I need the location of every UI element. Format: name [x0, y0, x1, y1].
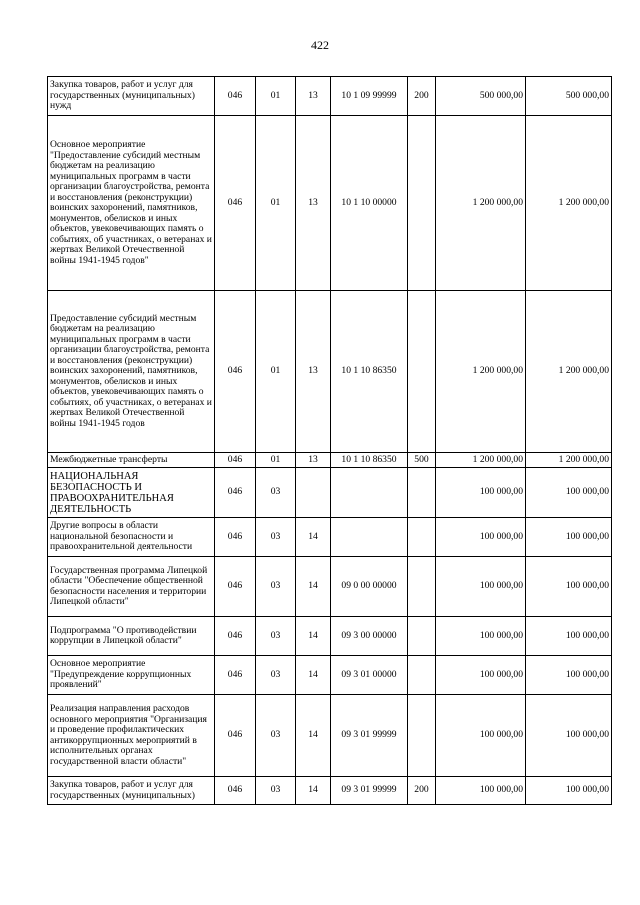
expense-type-cell: 500 [408, 453, 436, 468]
expense-type-cell [408, 116, 436, 291]
target-article-cell [331, 518, 408, 557]
amount-year2-cell: 100 000,00 [526, 617, 612, 656]
target-article-cell: 09 0 00 00000 [331, 557, 408, 617]
amount-year1-cell: 500 000,00 [436, 77, 526, 116]
table-row [48, 77, 612, 116]
amount-year2-cell: 100 000,00 [526, 468, 612, 518]
amount-year2-cell: 100 000,00 [526, 695, 612, 777]
target-article-cell: 09 3 01 00000 [331, 656, 408, 695]
table-row [48, 557, 612, 617]
amount-year2-cell: 1 200 000,00 [526, 453, 612, 468]
row-name-cell: Реализация направления расходов основного мероприятия "Организация и проведение профилактических антикоррупционных мероприятий в исполнительных органах государственной власти области" [48, 695, 215, 777]
section-code-cell: 01 [256, 116, 296, 291]
table-row [48, 291, 612, 453]
table-body [48, 77, 612, 805]
section-code-cell: 01 [256, 291, 296, 453]
ministry-code-cell: 046 [215, 116, 256, 291]
amount-year1-cell: 1 200 000,00 [436, 116, 526, 291]
table-row [48, 116, 612, 291]
expense-type-cell [408, 656, 436, 695]
row-name-cell: Основное мероприятие "Предупреждение коррупционных проявлений" [48, 656, 215, 695]
page-number: 422 [311, 38, 329, 52]
ministry-code-cell: 046 [215, 518, 256, 557]
target-article-cell: 09 3 01 99999 [331, 777, 408, 805]
section-code-cell: 01 [256, 77, 296, 116]
row-name-cell: Закупка товаров, работ и услуг для государственных (муниципальных) [48, 777, 215, 805]
subsection-code-cell: 14 [296, 777, 331, 805]
expense-type-cell: 200 [408, 77, 436, 116]
row-name-cell: Основное мероприятие "Предоставление субсидий местным бюджетам на реализацию муниципальных программ в части организации благоустройства, ремонта и восстановления (реконструкции) воинских захоронений, памятников, монументов, обелисков и иных объектов, увековечивающих память о событиях, об участниках, о ветеранах и жертвах Великой Отечественной войны 1941-1945 годов" [48, 116, 215, 291]
ministry-code-cell: 046 [215, 777, 256, 805]
ministry-code-cell: 046 [215, 77, 256, 116]
expense-type-cell [408, 468, 436, 518]
amount-year2-cell: 500 000,00 [526, 77, 612, 116]
amount-year1-cell: 100 000,00 [436, 518, 526, 557]
ministry-code-cell: 046 [215, 468, 256, 518]
target-article-cell: 10 1 10 86350 [331, 291, 408, 453]
subsection-code-cell: 14 [296, 695, 331, 777]
subsection-code-cell: 13 [296, 453, 331, 468]
amount-year2-cell: 1 200 000,00 [526, 291, 612, 453]
table-row [48, 777, 612, 805]
amount-year1-cell: 100 000,00 [436, 777, 526, 805]
subsection-code-cell: 14 [296, 557, 331, 617]
section-code-cell: 03 [256, 557, 296, 617]
ministry-code-cell: 046 [215, 291, 256, 453]
amount-year1-cell: 100 000,00 [436, 656, 526, 695]
subsection-code-cell: 14 [296, 518, 331, 557]
target-article-cell: 10 1 10 86350 [331, 453, 408, 468]
amount-year2-cell: 1 200 000,00 [526, 116, 612, 291]
table-row [48, 468, 612, 518]
row-name-cell: НАЦИОНАЛЬНАЯ БЕЗОПАСНОСТЬ И ПРАВООХРАНИТЕЛЬНАЯ ДЕЯТЕЛЬНОСТЬ [48, 468, 215, 518]
subsection-code-cell: 14 [296, 617, 331, 656]
subsection-code-cell: 13 [296, 77, 331, 116]
row-name-cell: Государственная программа Липецкой области "Обеспечение общественной безопасности населения и территории Липецкой области" [48, 557, 215, 617]
amount-year1-cell: 1 200 000,00 [436, 291, 526, 453]
amount-year2-cell: 100 000,00 [526, 777, 612, 805]
row-name-cell: Другие вопросы в области национальной безопасности и правоохранительной деятельности [48, 518, 215, 557]
subsection-code-cell: 14 [296, 656, 331, 695]
expense-type-cell [408, 617, 436, 656]
ministry-code-cell: 046 [215, 695, 256, 777]
section-code-cell: 03 [256, 695, 296, 777]
row-name-cell: Межбюджетные трансферты [48, 453, 215, 468]
table-row [48, 518, 612, 557]
target-article-cell [331, 468, 408, 518]
ministry-code-cell: 046 [215, 656, 256, 695]
row-name-cell: Предоставление субсидий местным бюджетам на реализацию муниципальных программ в части организации благоустройства, ремонта и восстановления (реконструкции) воинских захоронений, памятников, монументов, обелисков и иных объектов, увековечивающих память о событиях, об участниках, о ветеранах и жертвах Великой Отечественной войны 1941-1945 годов [48, 291, 215, 453]
ministry-code-cell: 046 [215, 557, 256, 617]
table-row [48, 617, 612, 656]
amount-year2-cell: 100 000,00 [526, 518, 612, 557]
expense-type-cell [408, 695, 436, 777]
section-code-cell: 03 [256, 468, 296, 518]
table-row [48, 453, 612, 468]
amount-year1-cell: 100 000,00 [436, 617, 526, 656]
table-row [48, 695, 612, 777]
budget-table [47, 76, 612, 805]
section-code-cell: 03 [256, 656, 296, 695]
expense-type-cell: 200 [408, 777, 436, 805]
amount-year1-cell: 1 200 000,00 [436, 453, 526, 468]
section-code-cell: 01 [256, 453, 296, 468]
section-code-cell: 03 [256, 518, 296, 557]
expense-type-cell [408, 518, 436, 557]
table-row [48, 656, 612, 695]
target-article-cell: 09 3 00 00000 [331, 617, 408, 656]
section-code-cell: 03 [256, 617, 296, 656]
section-code-cell: 03 [256, 777, 296, 805]
amount-year2-cell: 100 000,00 [526, 557, 612, 617]
expense-type-cell [408, 557, 436, 617]
row-name-cell: Закупка товаров, работ и услуг для государственных (муниципальных) нужд [48, 77, 215, 116]
ministry-code-cell: 046 [215, 453, 256, 468]
subsection-code-cell: 13 [296, 291, 331, 453]
amount-year2-cell: 100 000,00 [526, 656, 612, 695]
amount-year1-cell: 100 000,00 [436, 468, 526, 518]
target-article-cell: 09 3 01 99999 [331, 695, 408, 777]
amount-year1-cell: 100 000,00 [436, 695, 526, 777]
row-name-cell: Подпрограмма "О противодействии коррупции в Липецкой области" [48, 617, 215, 656]
subsection-code-cell: 13 [296, 116, 331, 291]
target-article-cell: 10 1 10 00000 [331, 116, 408, 291]
target-article-cell: 10 1 09 99999 [331, 77, 408, 116]
subsection-code-cell [296, 468, 331, 518]
ministry-code-cell: 046 [215, 617, 256, 656]
amount-year1-cell: 100 000,00 [436, 557, 526, 617]
expense-type-cell [408, 291, 436, 453]
